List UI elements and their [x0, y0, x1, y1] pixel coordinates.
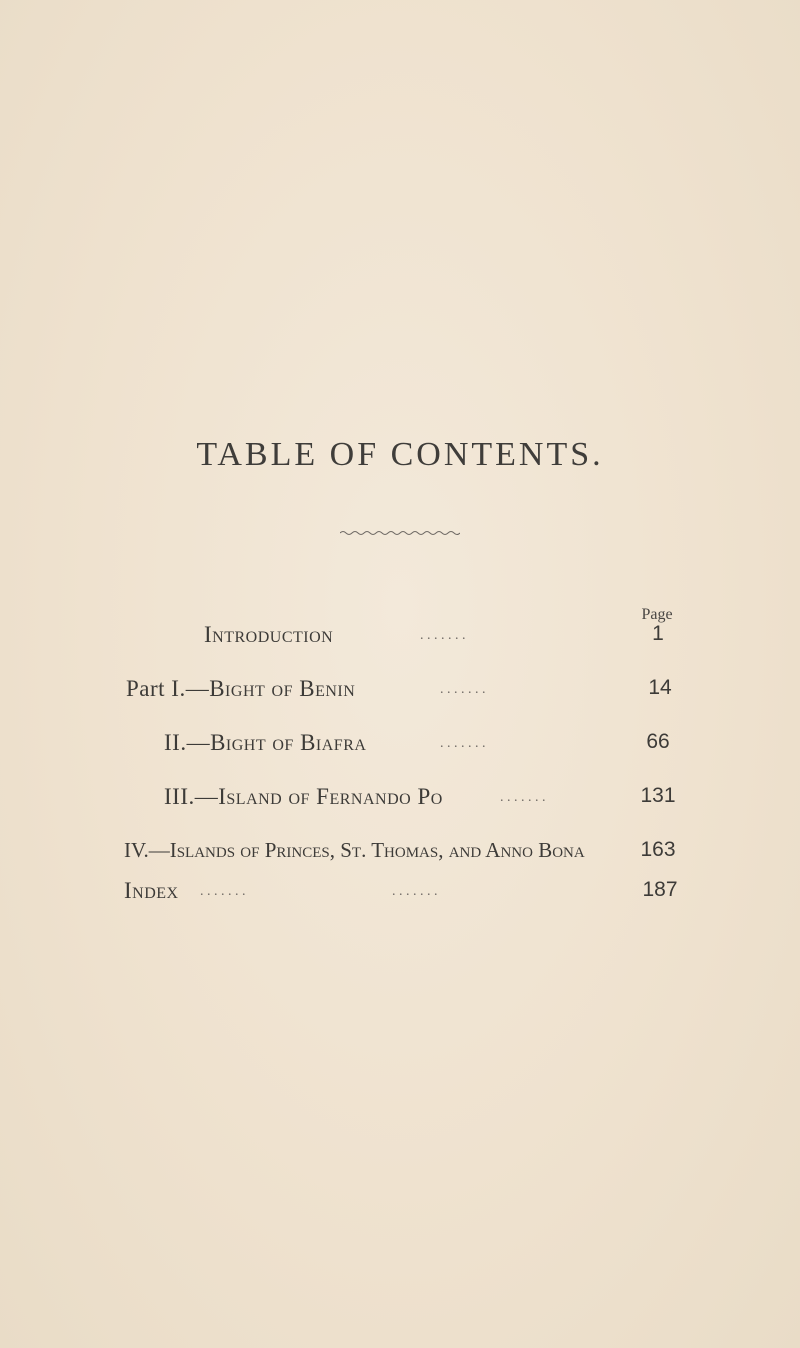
toc-page-number: 163	[640, 838, 676, 861]
toc-entry-title: II.—Bight of Biafra	[164, 730, 367, 755]
toc-row-introduction[interactable]	[0, 618, 800, 654]
toc-leader: . . . . . . .	[440, 736, 486, 751]
toc-entry-title: III.—Island of Fernando Po	[164, 784, 443, 809]
toc-entry-title: Index	[124, 878, 179, 903]
toc-entry-title: Introduction	[204, 622, 334, 647]
decorative-rule	[340, 530, 460, 536]
toc-leader: . . . . . . .	[500, 790, 546, 805]
toc-row-part-2[interactable]	[0, 726, 800, 762]
page-title: TABLE OF CONTENTS.	[196, 436, 604, 473]
toc-row-part-4[interactable]	[0, 834, 800, 870]
toc-page-number: 66	[646, 730, 670, 753]
toc-leader: . . . . . . .	[420, 628, 466, 643]
toc-row-part-3[interactable]	[0, 780, 800, 816]
toc-entry-title: Part I.—Bight of Benin	[126, 676, 356, 701]
toc-page-number: 131	[640, 784, 676, 807]
toc-page-number: 1	[652, 622, 664, 645]
toc-entry-title: IV.—Islands of Princes, St. Thomas, and Anno Bona	[124, 838, 585, 862]
page-column-label: Page	[641, 606, 673, 623]
toc-leader: . . . . . . .	[392, 884, 438, 899]
toc-row-part-1[interactable]	[0, 672, 800, 708]
toc-row-index[interactable]	[0, 874, 800, 910]
toc-leader: . . . . . . .	[200, 884, 246, 899]
toc-page-number: 187	[642, 878, 678, 901]
toc-leader: . . . . . . .	[440, 682, 486, 697]
toc-page-number: 14	[648, 676, 672, 699]
